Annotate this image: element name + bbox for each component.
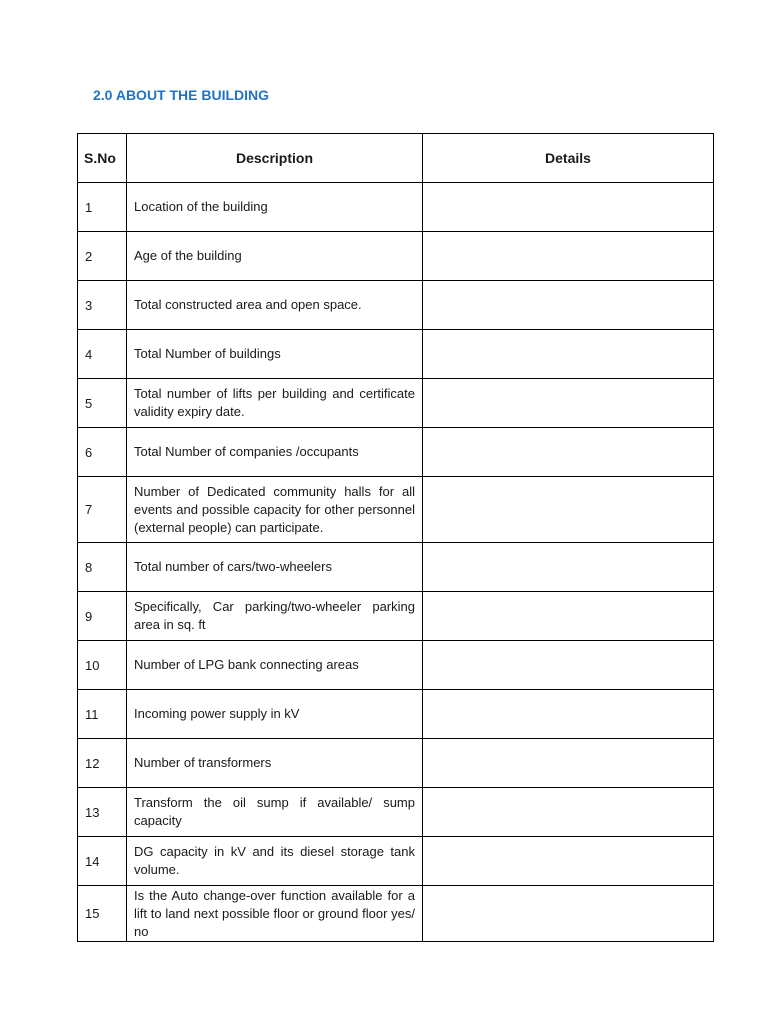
row-details[interactable] <box>423 641 714 690</box>
row-sno: 14 <box>78 837 127 886</box>
table-row <box>78 428 714 477</box>
section-title: 2.0 ABOUT THE BUILDING <box>93 87 270 103</box>
table-row <box>78 837 714 886</box>
row-sno: 8 <box>78 543 127 592</box>
row-sno: 4 <box>78 330 127 379</box>
table-row <box>78 281 714 330</box>
row-details[interactable] <box>423 232 714 281</box>
table-row <box>78 788 714 837</box>
row-details[interactable] <box>423 837 714 886</box>
table-row <box>78 886 714 942</box>
table-row <box>78 739 714 788</box>
row-details[interactable] <box>423 886 714 942</box>
row-description: Number of transformers <box>127 739 423 788</box>
row-sno: 2 <box>78 232 127 281</box>
row-sno: 12 <box>78 739 127 788</box>
row-description: Age of the building <box>127 232 423 281</box>
header-details: Details <box>423 134 714 183</box>
row-sno: 10 <box>78 641 127 690</box>
building-info-table <box>77 133 714 942</box>
row-details[interactable] <box>423 428 714 477</box>
row-details[interactable] <box>423 281 714 330</box>
table-row <box>78 379 714 428</box>
row-details[interactable] <box>423 543 714 592</box>
header-sno: S.No <box>78 134 127 183</box>
row-details[interactable] <box>423 477 714 543</box>
row-details[interactable] <box>423 788 714 837</box>
row-description: Incoming power supply in kV <box>127 690 423 739</box>
row-sno: 7 <box>78 477 127 543</box>
row-description: Total number of lifts per building and certificate validity expiry date. <box>127 379 423 428</box>
table-row <box>78 641 714 690</box>
row-sno: 3 <box>78 281 127 330</box>
table-row <box>78 477 714 543</box>
table-row <box>78 183 714 232</box>
row-description: Total Number of buildings <box>127 330 423 379</box>
row-sno: 15 <box>78 886 127 942</box>
row-details[interactable] <box>423 183 714 232</box>
row-description: Total Number of companies /occupants <box>127 428 423 477</box>
row-sno: 1 <box>78 183 127 232</box>
row-description: Total constructed area and open space. <box>127 281 423 330</box>
row-sno: 13 <box>78 788 127 837</box>
row-details[interactable] <box>423 330 714 379</box>
row-description: Number of LPG bank connecting areas <box>127 641 423 690</box>
row-sno: 9 <box>78 592 127 641</box>
table-row <box>78 232 714 281</box>
row-description: Is the Auto change-over function available for a lift to land next possible floor or ground floor yes/ no <box>127 886 423 942</box>
row-sno: 5 <box>78 379 127 428</box>
row-details[interactable] <box>423 739 714 788</box>
row-sno: 11 <box>78 690 127 739</box>
row-description: Specifically, Car parking/two-wheeler parking area in sq. ft <box>127 592 423 641</box>
row-description: DG capacity in kV and its diesel storage tank volume. <box>127 837 423 886</box>
row-description: Number of Dedicated community halls for all events and possible capacity for other personnel (external people) can participate. <box>127 477 423 543</box>
table-row <box>78 543 714 592</box>
table-header-row <box>78 134 714 183</box>
row-description: Transform the oil sump if available/ sump capacity <box>127 788 423 837</box>
row-details[interactable] <box>423 592 714 641</box>
header-description: Description <box>127 134 423 183</box>
table-row <box>78 330 714 379</box>
row-details[interactable] <box>423 690 714 739</box>
table-row <box>78 690 714 739</box>
row-details[interactable] <box>423 379 714 428</box>
table-row <box>78 592 714 641</box>
row-sno: 6 <box>78 428 127 477</box>
row-description: Location of the building <box>127 183 423 232</box>
row-description: Total number of cars/two-wheelers <box>127 543 423 592</box>
